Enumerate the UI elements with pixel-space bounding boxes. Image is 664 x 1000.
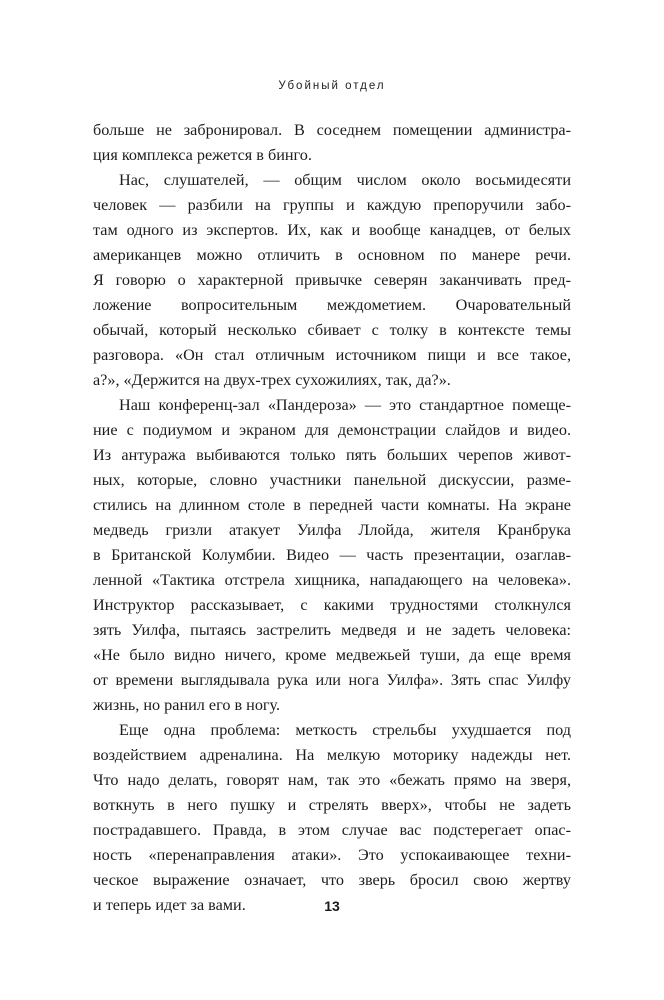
text-line: человек — разбили на группы и каждую препоручили забо-: [93, 196, 571, 214]
text-line: Еще одна проблема: меткость стрельбы ухудшается под: [119, 721, 571, 739]
text-line: ция комплекса режется в бинго.: [93, 146, 312, 164]
text-line: и теперь идет за вами.: [93, 896, 246, 914]
text-line: ность «перенаправления атаки». Это успокаивающее техни-: [93, 846, 571, 864]
text-line: обычай, который несколько сбивает с толку в контексте темы: [93, 321, 571, 339]
text-line: разговора. «Он стал отличным источником пищи и все такое,: [93, 346, 571, 364]
text-line: «Не было видно ничего, кроме медвежьей туши, да еще время: [93, 646, 571, 664]
text-line: от времени выглядывала рука или нога Уилфа». Зять спас Уилфу: [93, 671, 571, 689]
text-line: воздействием адреналина. На мелкую моторику надежды нет.: [93, 746, 571, 764]
text-line: ных, которые, словно участники панельной дискуссии, разме-: [93, 471, 571, 489]
text-line: там одного из экспертов. Их, как и вообще канадцев, от белых: [93, 221, 571, 239]
text-line: американцев можно отличить в основном по манере речи.: [93, 246, 571, 264]
text-line: в Британской Колумбии. Видео — часть презентации, озаглав-: [93, 546, 571, 564]
text-line: а?», «Держится на двух-трех сухожилиях, так, да?».: [93, 371, 451, 389]
text-line: больше не забронировал. В соседнем помещении администра-: [93, 121, 571, 139]
text-line: воткнуть в него пушку и стрелять вверх», чтобы не задеть: [93, 796, 571, 814]
text-line: медведь гризли атакует Уилфа Ллойда, жителя Кранбрука: [93, 521, 571, 539]
body-text: [93, 118, 571, 918]
text-line: пострадавшего. Правда, в этом случае вас подстерегает опас-: [93, 821, 571, 839]
text-line: ленной «Тактика отстрела хищника, нападающего на человека».: [93, 571, 571, 589]
text-line: стились на длинном столе в передней части комнаты. На экране: [93, 496, 571, 514]
text-line: Инструктор рассказывает, с какими трудностями столкнулся: [93, 596, 571, 614]
text-line: зять Уилфа, пытаясь застрелить медведя и не задеть человека:: [93, 621, 571, 639]
running-head: Убойный отдел: [278, 80, 386, 92]
text-line: Из антуража выбиваются только пять больших черепов живот-: [93, 446, 571, 464]
text-line: Нас, слушателей, — общим числом около восьмидесяти: [119, 171, 571, 189]
text-line: Я говорю о характерной привычке северян заканчивать пред-: [93, 271, 571, 289]
text-line: Что надо делать, говорят нам, так это «бежать прямо на зверя,: [93, 771, 571, 789]
text-line: Наш конференц-зал «Пандероза» — это стандартное помеще-: [119, 396, 571, 414]
text-line: ложение вопросительным междометием. Очаровательный: [93, 296, 571, 314]
text-line: ческое выражение означает, что зверь бросил свою жертву: [93, 871, 571, 889]
text-line: ние с подиумом и экраном для демонстрации слайдов и видео.: [93, 421, 571, 439]
page-number: 13: [324, 898, 340, 914]
text-line: жизнь, но ранил его в ногу.: [93, 696, 281, 714]
